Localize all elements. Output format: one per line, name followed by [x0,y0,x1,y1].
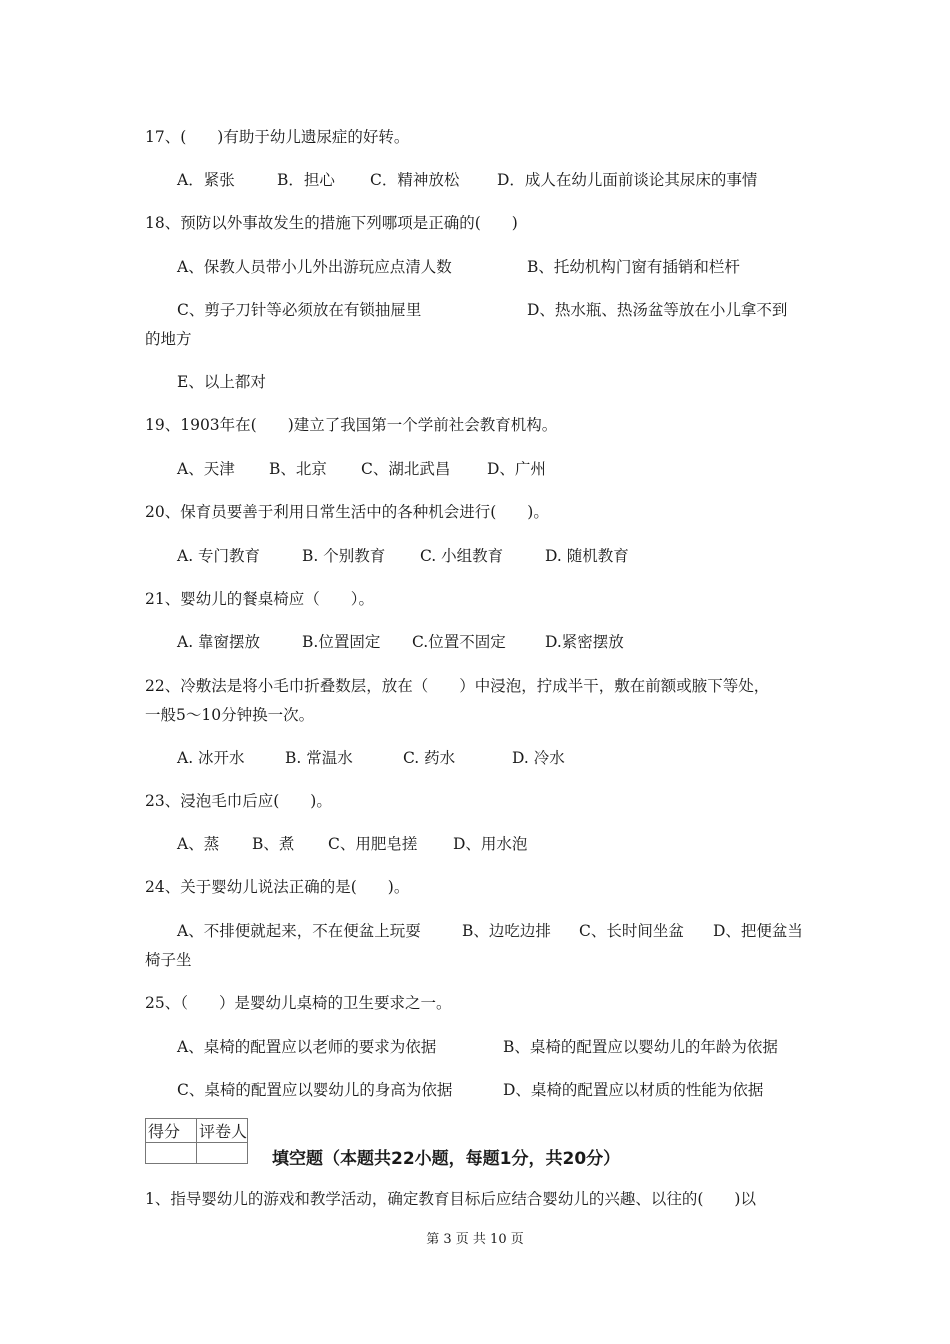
question-20-stem: 20、保育员要善于利用日常生活中的各种机会进行( )。 [145,503,549,521]
q23-option-a: A、蒸 [177,835,220,853]
q23-option-c: C、用肥皂搓 [328,835,418,853]
question-25-stem: 25、（ ）是婴幼儿桌椅的卫生要求之一。 [145,994,452,1012]
page-footer: 第 3 页 共 10 页 [426,1232,524,1247]
q24-option-a: A、不排便就起来，不在便盆上玩耍 [177,922,421,940]
q24-option-d-cont: 椅子坐 [145,951,192,969]
q20-option-c: C. 小组教育 [420,547,504,565]
q17-option-c: C．精神放松 [370,171,460,189]
q17-option-b: B．担心 [277,171,335,189]
fill-question-1-stem: 1、指导婴幼儿的游戏和教学活动，确定教育目标后应结合婴幼儿的兴趣、以往的( )以 [145,1190,756,1208]
score-label: 得分 [146,1119,197,1143]
q21-option-a: A. 靠窗摆放 [177,633,261,651]
question-22-stem: 22、冷敷法是将小毛巾折叠数层，放在（ ）中浸泡，拧成半干，敷在前额或腋下等处， [145,677,770,695]
q24-option-b: B、边吃边排 [462,922,551,940]
q19-option-c: C、湖北武昌 [361,460,451,478]
q18-option-b: B、托幼机构门窗有插销和栏杆 [527,258,740,276]
question-17-stem: 17、( )有助于幼儿遗尿症的好转。 [145,128,410,146]
q19-option-b: B、北京 [269,460,327,478]
score-table [145,1118,248,1164]
grader-label: 评卷人 [197,1119,248,1143]
q19-option-d: D、广州 [487,460,546,478]
q21-option-c: C.位置不固定 [412,633,506,651]
q22-option-b: B. 常温水 [285,749,353,767]
q18-option-d-cont: 的地方 [145,330,192,348]
q23-option-b: B、煮 [252,835,295,853]
q23-option-d: D、用水泡 [453,835,528,853]
q22-option-d: D. 冷水 [512,749,565,767]
q17-option-d: D．成人在幼儿面前谈论其尿床的事情 [497,171,758,189]
q17-option-a: A．紧张 [177,171,235,189]
q25-option-b: B、桌椅的配置应以婴幼儿的年龄为依据 [503,1038,778,1056]
q18-option-e: E、以上都对 [177,373,266,391]
question-18-stem: 18、预防以外事故发生的措施下列哪项是正确的( ) [145,214,518,232]
q20-option-a: A. 专门教育 [177,547,261,565]
q18-option-d: D、热水瓶、热汤盆等放在小儿拿不到 [527,301,788,319]
q25-option-d: D、桌椅的配置应以材质的性能为依据 [503,1081,764,1099]
q20-option-b: B. 个别教育 [302,547,386,565]
q24-option-c: C、长时间坐盆 [579,922,684,940]
question-22-stem-cont: 一般5～10分钟换一次。 [145,706,315,724]
q18-option-c: C、剪子刀针等必须放在有锁抽屉里 [177,301,422,319]
q18-option-a: A、保教人员带小儿外出游玩应点清人数 [177,258,452,276]
grader-cell [197,1143,248,1164]
q25-option-c: C、桌椅的配置应以婴幼儿的身高为依据 [177,1081,453,1099]
question-21-stem: 21、婴幼儿的餐桌椅应（ ）。 [145,590,374,608]
question-23-stem: 23、浸泡毛巾后应( )。 [145,792,332,810]
section-heading: 填空题（本题共22小题，每题1分，共20分） [272,1149,621,1169]
q25-option-a: A、桌椅的配置应以老师的要求为依据 [177,1038,437,1056]
q21-option-d: D.紧密摆放 [545,633,624,651]
q21-option-b: B.位置固定 [302,633,381,651]
question-19-stem: 19、1903年在( )建立了我国第一个学前社会教育机构。 [145,416,558,434]
question-24-stem: 24、关于婴幼儿说法正确的是( )。 [145,878,410,896]
score-cell [146,1143,197,1164]
q22-option-c: C. 药水 [403,749,456,767]
q19-option-a: A、天津 [177,460,235,478]
q24-option-d: D、把便盆当 [713,922,803,940]
q22-option-a: A. 冰开水 [177,749,245,767]
q20-option-d: D. 随机教育 [545,547,629,565]
